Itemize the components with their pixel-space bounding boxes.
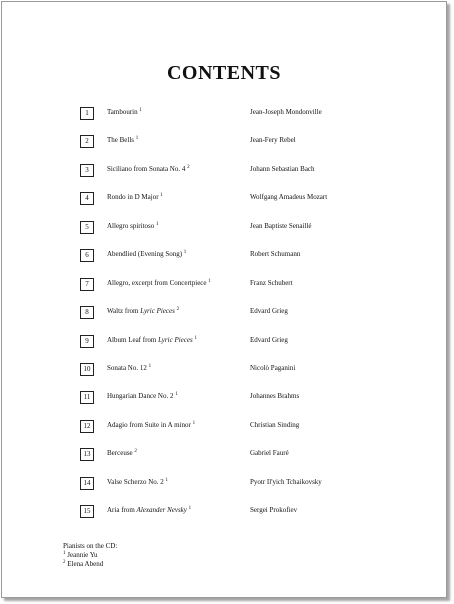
toc-entry — [80, 305, 410, 333]
piece-title-text: Siciliano from Sonata No. 4 — [107, 164, 186, 173]
pianist-marker: 2 — [187, 164, 190, 170]
track-number: 9 — [80, 335, 94, 348]
contents-list — [80, 106, 410, 533]
track-number: 4 — [80, 192, 94, 205]
document-page — [1, 1, 447, 598]
composer-name: Jean Baptiste Senaillé — [250, 221, 312, 230]
piece-title — [107, 108, 142, 116]
piece-title — [107, 392, 178, 400]
track-number: 5 — [80, 221, 94, 234]
piece-title-text: Album Leaf from — [107, 335, 159, 344]
composer-name: Wolfgang Amadeus Mozart — [250, 193, 328, 202]
toc-entry — [80, 248, 410, 276]
toc-entry — [80, 191, 410, 219]
piece-title-text: Tambourin — [107, 108, 138, 116]
composer-name: Pyotr Il'yich Tchaikovsky — [250, 477, 322, 486]
piece-title — [107, 279, 211, 287]
piece-title-italic: Lyric Pieces — [140, 307, 175, 316]
toc-entry — [80, 220, 410, 248]
composer-name: Christian Sinding — [250, 420, 300, 429]
piece-title — [107, 250, 186, 258]
pianist-marker: 1 — [175, 392, 178, 398]
piece-title-italic: Lyric Pieces — [158, 335, 193, 344]
piece-title-text: Waltz from — [107, 307, 141, 316]
piece-title-text: The Bells — [107, 136, 135, 145]
track-number: 11 — [80, 391, 94, 404]
pianist-name: Jeannie Yu — [67, 551, 98, 559]
composer-name: Robert Schumann — [250, 250, 301, 259]
track-number: 1 — [80, 107, 94, 120]
piece-title-text: Allegro, excerpt from Concertpiece — [107, 278, 207, 287]
piece-title — [107, 421, 195, 429]
pianist-marker: 1 — [135, 136, 139, 142]
piece-title — [107, 506, 191, 514]
composer-name: Edvard Grieg — [250, 335, 288, 344]
piece-title — [107, 307, 179, 315]
piece-title-text: Sonata No. 12 — [107, 363, 147, 372]
toc-entry — [80, 106, 410, 134]
composer-name: Gabriel Fauré — [250, 449, 289, 458]
composer-name: Sergei Prokofiev — [250, 506, 298, 515]
pianist-marker: 2 — [134, 449, 137, 455]
piece-title — [107, 222, 159, 230]
pianist-marker: 1 — [165, 477, 169, 483]
toc-entry — [80, 447, 410, 475]
track-number: 3 — [80, 164, 94, 177]
toc-entry — [80, 504, 410, 532]
track-number: 8 — [80, 306, 94, 319]
track-number: 14 — [80, 477, 94, 490]
toc-entry — [80, 419, 410, 447]
pianist-credits — [63, 542, 117, 569]
piece-title-text: Adagio from Suite in A minor — [107, 420, 191, 429]
credit-marker: 2 — [63, 560, 66, 565]
piece-title — [107, 449, 137, 457]
piece-title — [107, 478, 168, 486]
piece-title-text: Hungarian Dance No. 2 — [107, 392, 174, 401]
track-number: 13 — [80, 448, 94, 461]
composer-name: Jean-Joseph Mondonville — [250, 108, 322, 116]
piece-title — [107, 165, 190, 173]
pianist-name: Elena Abend — [67, 560, 104, 568]
composer-name: Johann Sebastian Bach — [250, 164, 315, 173]
toc-entry — [80, 390, 410, 418]
pianist-marker: 1 — [192, 420, 196, 426]
composer-name: Franz Schubert — [250, 278, 293, 287]
track-number: 6 — [80, 249, 94, 262]
credit-line-1 — [63, 551, 117, 560]
pianist-marker: 1 — [194, 335, 197, 341]
credits-heading: Pianists on the CD: — [63, 542, 118, 550]
piece-title-text: Berceuse — [107, 449, 133, 458]
track-number: 7 — [80, 278, 94, 291]
track-number: 2 — [80, 135, 94, 148]
composer-name: Edvard Grieg — [250, 307, 288, 316]
piece-title-text: Rondo in D Major — [107, 193, 159, 202]
credit-marker: 1 — [63, 551, 66, 556]
piece-title-text: Allegro spiritoso — [107, 221, 155, 230]
track-number: 15 — [80, 505, 94, 518]
pianist-marker: 1 — [188, 506, 192, 512]
toc-entry — [80, 277, 410, 305]
pianist-marker: 1 — [148, 363, 152, 369]
toc-entry — [80, 476, 410, 504]
toc-entry — [80, 362, 410, 390]
composer-name: Nicolò Paganini — [250, 363, 296, 372]
piece-title — [107, 336, 197, 344]
piece-title-italic: Alexander Nevsky — [136, 506, 187, 515]
piece-title-text: Abendlied (Evening Song) — [107, 250, 183, 259]
pianist-marker: 1 — [208, 278, 211, 284]
composer-name: Jean-Fery Rebel — [250, 136, 296, 145]
piece-title — [107, 193, 163, 201]
piece-title — [107, 136, 138, 144]
toc-entry — [80, 134, 410, 162]
toc-entry — [80, 163, 410, 191]
piece-title-text: Aria from — [107, 506, 137, 515]
track-number: 12 — [80, 420, 94, 433]
credit-line-2 — [63, 560, 117, 569]
pianist-marker: 2 — [176, 307, 180, 313]
pianist-marker: 1 — [139, 108, 142, 113]
composer-name: Johannes Brahms — [250, 392, 300, 401]
piece-title — [107, 364, 151, 372]
pianist-marker: 1 — [156, 221, 159, 227]
page-title: CONTENTS — [166, 62, 282, 84]
pianist-marker: 1 — [183, 250, 187, 256]
piece-title-text: Valse Scherzo No. 2 — [107, 477, 164, 486]
pianist-marker: 1 — [160, 193, 163, 199]
toc-entry — [80, 334, 410, 362]
track-number: 10 — [80, 363, 94, 376]
